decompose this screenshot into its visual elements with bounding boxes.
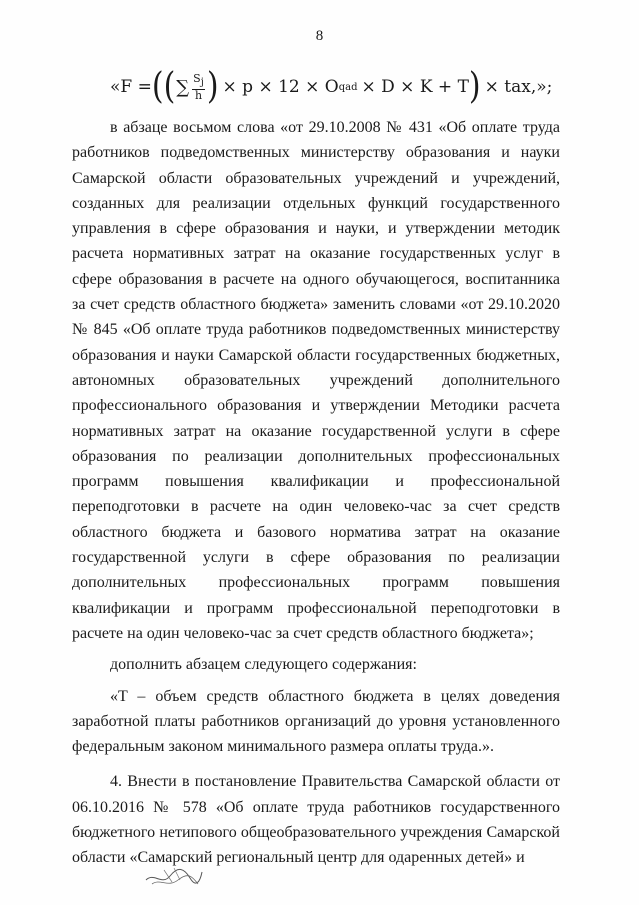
formula-fraction <box>192 73 205 101</box>
formula-middle-sub: qad <box>338 81 358 93</box>
formula-outer-paren-left: ( <box>151 65 164 108</box>
formula-tail: × D × K + T <box>361 77 469 97</box>
paragraph-item-4: 4. Внести в постановление Правительства Самарской области от 06.10.2016 № 578 «Об оплате труда работников государственного бюджетного нетипового общеобразовательного учреждения Самарской области «Самарский региональный центр для одаренных детей» и <box>72 773 560 867</box>
paragraph-supplement: дополнить абзацем следующего содержания: <box>110 656 417 674</box>
signature-scribble <box>144 860 204 890</box>
paragraph-amendment: в абзаце восьмом слова «от 29.10.2008 № 431 «Об оплате труда работников подведомственных министерству образования и науки Самарской области образовательных учреждений и учреждений, созданных для реализации отдельных функций государственного управления в сфере образования и науки, и утверждении методик расчета нормативных затрат на оказание государственных услуг в сфере образования в расчете на одного обучающегося, воспитанника за счет средств областного бюджета» заменить словами «от 29.10.2020 № 845 «Об оплате труда работников подведомственных министерству образования и науки Самарской области государственных бюджетных, автономных образовательных учреждений дополнительного профессионального образования и утверждении Методики расчета нормативных затрат на оказание государственной услуги в сфере образования по реализации дополнительных профессиональных программ повышения квалификации и профессиональной переподготовки в расчете на один человеко-час за счет средств областного бюджета и базового норматива затрат на оказание государственной услуги в сфере образования по реализации дополнительных профессиональных программ повышения квалификации и программ профессиональной переподготовки в расчете на один человеко-час за счет средств областного бюджета»; <box>72 119 560 642</box>
formula-fraction-numerator: $S_j$ <box>193 71 204 89</box>
formula-fraction-denominator: h <box>194 88 203 102</box>
formula-middle: × p × 12 × O <box>222 77 339 97</box>
formula-outer-paren-right: ) <box>468 65 481 108</box>
page-number: 8 <box>315 28 324 44</box>
formula-sigma: ∑ <box>176 76 190 98</box>
body-text <box>72 115 560 871</box>
formula-inner-paren-right: ) <box>206 65 219 108</box>
paragraph-definition-t: «T – объем средств областного бюджета в целях доведения заработной платы работников организаций до уровня установленного федеральным законом минимального размера оплаты труда.». <box>72 687 560 756</box>
formula-open: «F = <box>110 77 152 97</box>
formula <box>110 65 553 108</box>
formula-inner-paren-left: ( <box>163 65 176 108</box>
formula-close: × tax,»; <box>484 77 553 97</box>
